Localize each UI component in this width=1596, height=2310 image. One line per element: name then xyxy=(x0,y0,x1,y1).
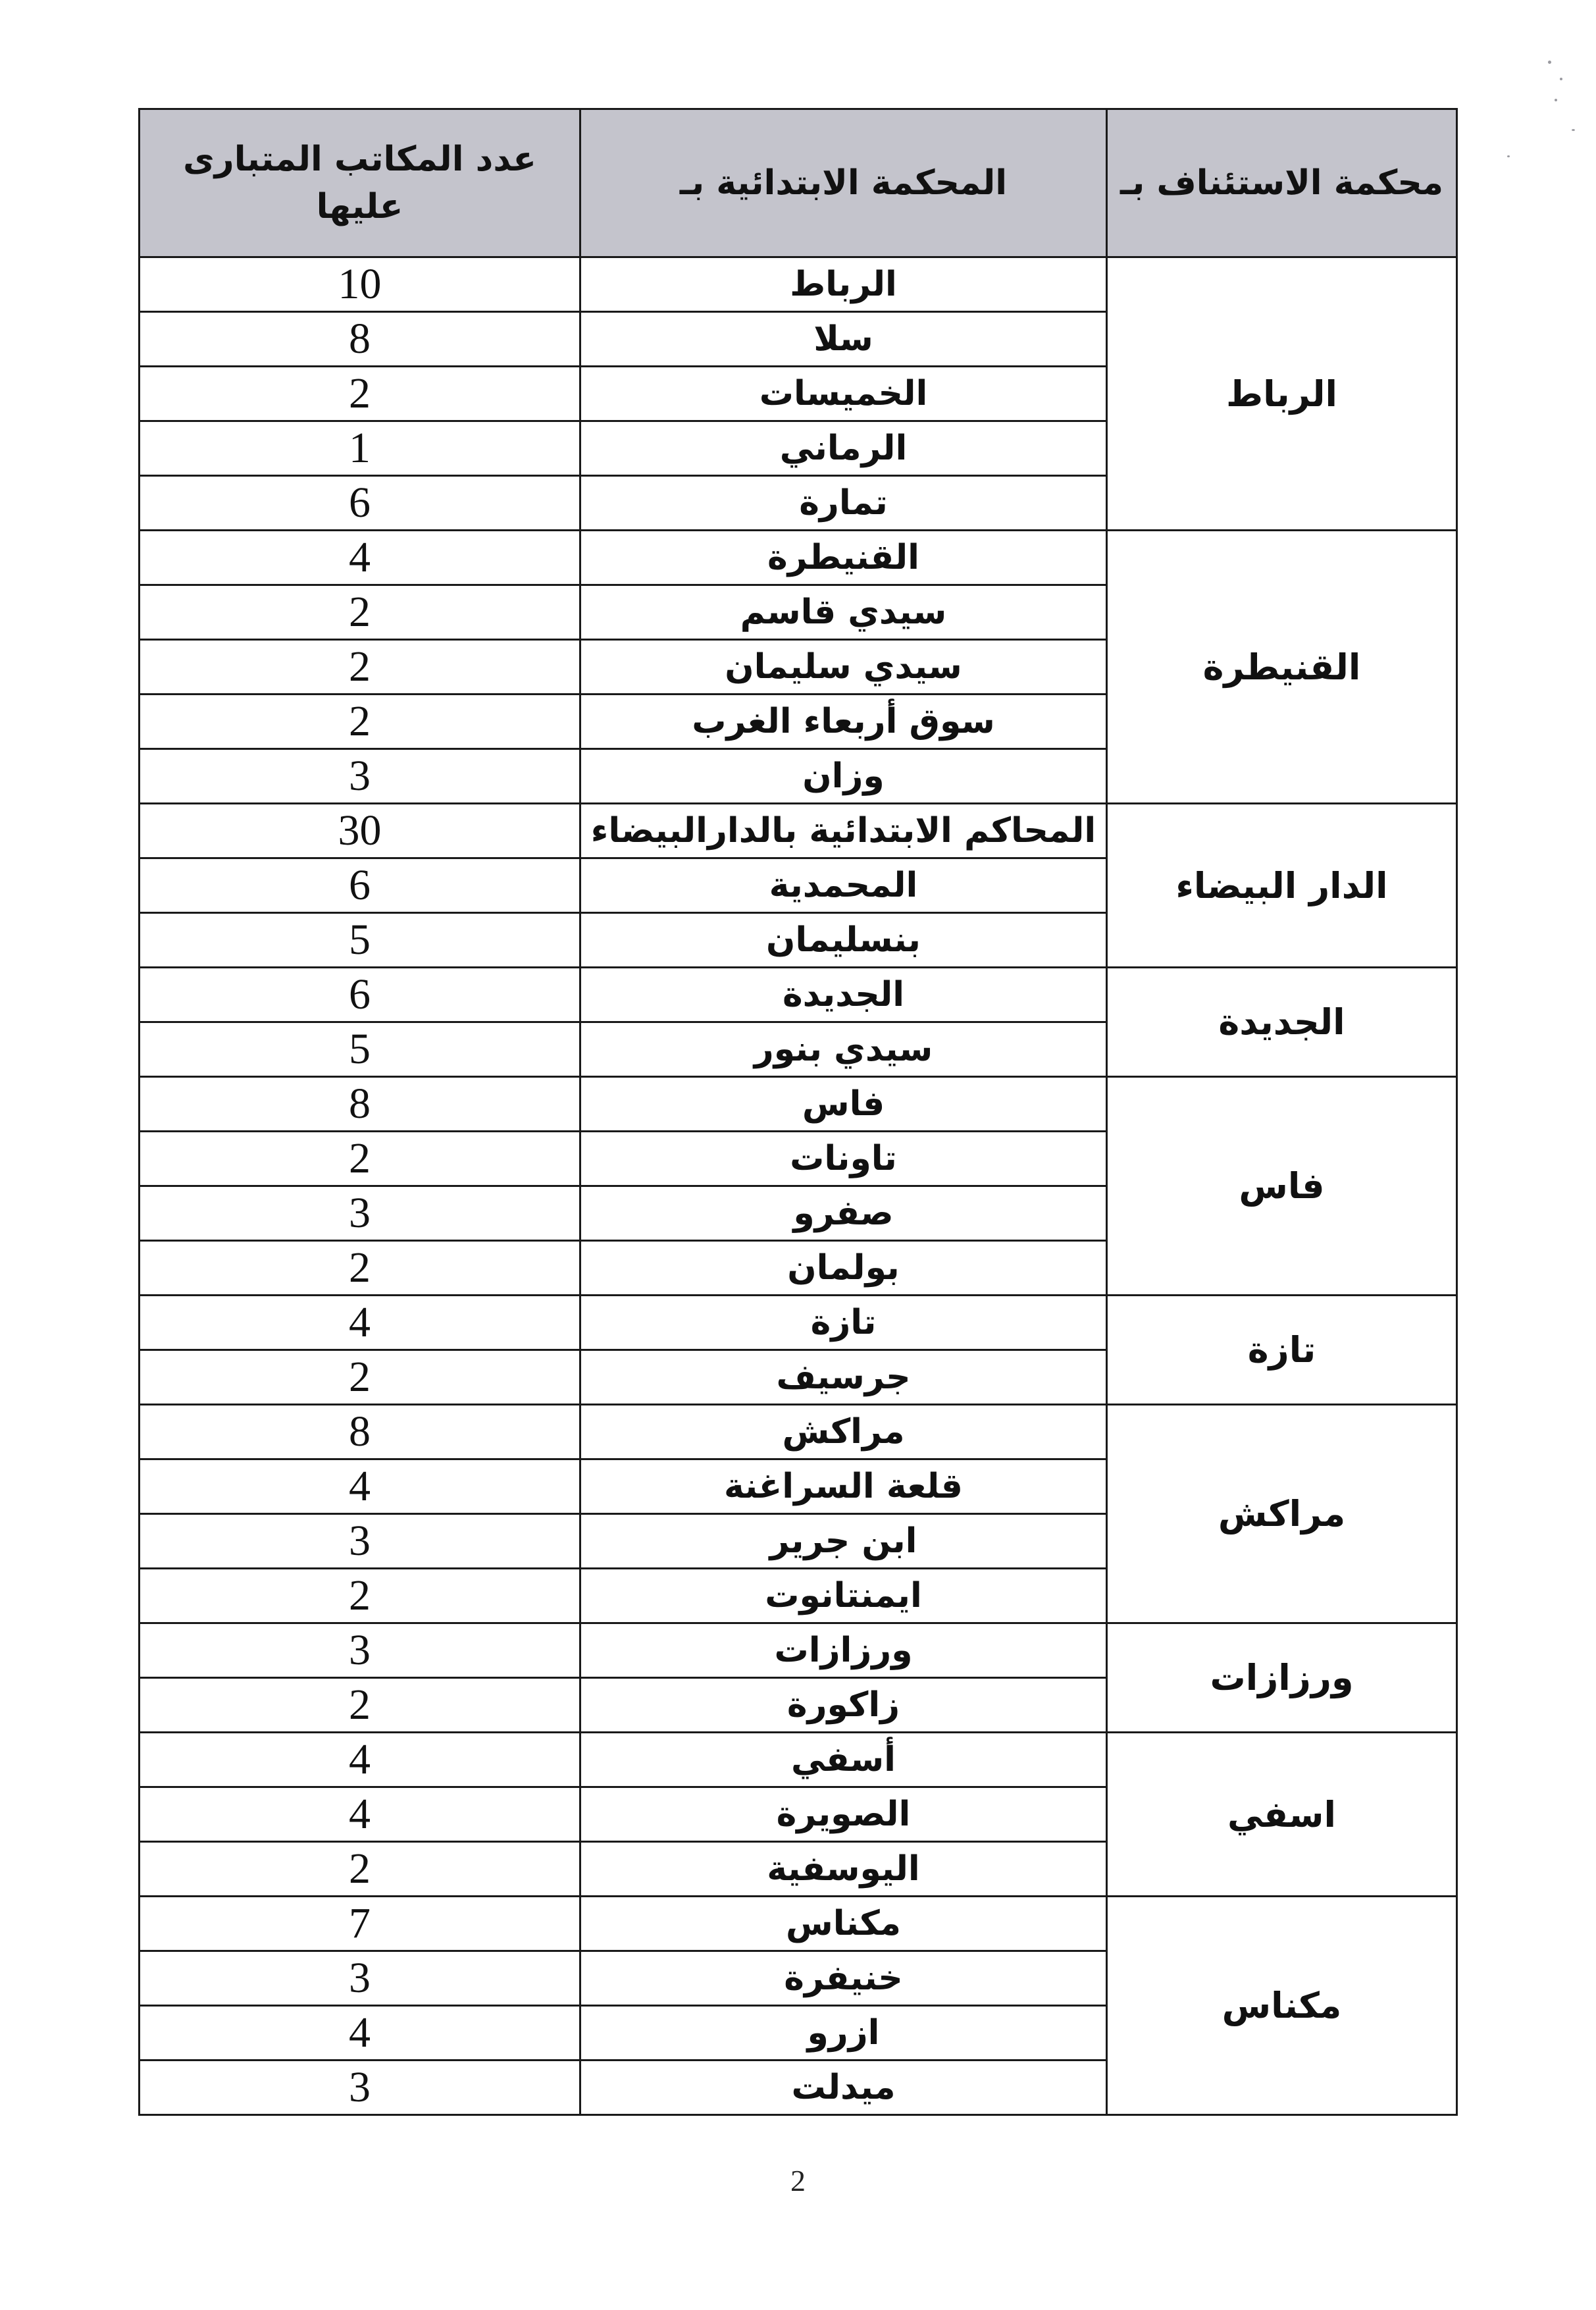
first-instance-court-cell: جرسيف xyxy=(580,1350,1107,1405)
courts-table xyxy=(138,108,1458,2116)
first-instance-court-cell: ميدلت xyxy=(580,2061,1107,2115)
scan-speck xyxy=(1560,78,1562,80)
first-instance-court-cell: الصويرة xyxy=(580,1787,1107,1842)
office-count-cell: 6 xyxy=(140,858,580,913)
first-instance-court-cell: سلا xyxy=(580,312,1107,367)
appeal-court-cell: القنيطرة xyxy=(1107,531,1457,804)
first-instance-court-cell: تازة xyxy=(580,1296,1107,1350)
first-instance-court-cell: مراكش xyxy=(580,1405,1107,1459)
office-count-cell: 6 xyxy=(140,968,580,1022)
first-instance-court-cell: المحاكم الابتدائية بالدارالبيضاء xyxy=(580,804,1107,858)
first-instance-court-cell: الرماني xyxy=(580,421,1107,476)
office-count-cell: 2 xyxy=(140,1569,580,1623)
appeal-court-cell: مراكش xyxy=(1107,1405,1457,1623)
appeal-court-cell: ورزازات xyxy=(1107,1623,1457,1733)
office-count-cell: 3 xyxy=(140,2061,580,2115)
first-instance-court-cell: صفرو xyxy=(580,1186,1107,1241)
first-instance-court-cell: فاس xyxy=(580,1077,1107,1132)
office-count-cell: 2 xyxy=(140,1241,580,1296)
office-count-cell: 2 xyxy=(140,695,580,749)
table-row xyxy=(140,1296,1457,1350)
first-instance-court-cell: سيدي بنور xyxy=(580,1022,1107,1077)
office-count-cell: 4 xyxy=(140,1733,580,1787)
first-instance-court-cell: بولمان xyxy=(580,1241,1107,1296)
office-count-cell: 4 xyxy=(140,1296,580,1350)
office-count-cell: 1 xyxy=(140,421,580,476)
first-instance-court-cell: ورزازات xyxy=(580,1623,1107,1678)
office-count-cell: 7 xyxy=(140,1897,580,1951)
office-count-cell: 10 xyxy=(140,257,580,312)
office-count-cell: 4 xyxy=(140,2006,580,2061)
office-count-cell: 8 xyxy=(140,1405,580,1459)
header-first-instance-court: المحكمة الابتدائية بـ xyxy=(580,109,1107,257)
scan-speck xyxy=(1507,155,1510,157)
first-instance-court-cell: زاكورة xyxy=(580,1678,1107,1733)
appeal-court-cell: تازة xyxy=(1107,1296,1457,1405)
table-body xyxy=(140,257,1457,2115)
page-number: 2 xyxy=(790,2164,806,2197)
table-row xyxy=(140,257,1457,312)
first-instance-court-cell: الخميسات xyxy=(580,367,1107,421)
first-instance-court-cell: القنيطرة xyxy=(580,531,1107,585)
office-count-cell: 8 xyxy=(140,1077,580,1132)
office-count-cell: 5 xyxy=(140,1022,580,1077)
appeal-court-cell: الرباط xyxy=(1107,257,1457,531)
table-row xyxy=(140,1623,1457,1678)
table-row xyxy=(140,1405,1457,1459)
office-count-cell: 2 xyxy=(140,585,580,640)
office-count-cell: 2 xyxy=(140,367,580,421)
header-appeal-court: محكمة الاستئناف بـ xyxy=(1107,109,1457,257)
appeal-court-cell: الدار البيضاء xyxy=(1107,804,1457,968)
first-instance-court-cell: أسفي xyxy=(580,1733,1107,1787)
appeal-court-cell: الجديدة xyxy=(1107,968,1457,1077)
office-count-cell: 3 xyxy=(140,1951,580,2006)
office-count-cell: 4 xyxy=(140,531,580,585)
first-instance-court-cell: المحمدية xyxy=(580,858,1107,913)
office-count-cell: 6 xyxy=(140,476,580,531)
first-instance-court-cell: سيدي قاسم xyxy=(580,585,1107,640)
first-instance-court-cell: الرباط xyxy=(580,257,1107,312)
office-count-cell: 4 xyxy=(140,1459,580,1514)
office-count-cell: 30 xyxy=(140,804,580,858)
first-instance-court-cell: الجديدة xyxy=(580,968,1107,1022)
appeal-court-cell: مكناس xyxy=(1107,1897,1457,2115)
table-row xyxy=(140,531,1457,585)
office-count-cell: 2 xyxy=(140,1842,580,1897)
first-instance-court-cell: ايمنتانوت xyxy=(580,1569,1107,1623)
appeal-court-cell: اسفي xyxy=(1107,1733,1457,1897)
first-instance-court-cell: سيدي سليمان xyxy=(580,640,1107,695)
office-count-cell: 2 xyxy=(140,1678,580,1733)
office-count-cell: 8 xyxy=(140,312,580,367)
table-row xyxy=(140,1077,1457,1132)
table-row xyxy=(140,968,1457,1022)
office-count-cell: 2 xyxy=(140,640,580,695)
first-instance-court-cell: ابن جرير xyxy=(580,1514,1107,1569)
first-instance-court-cell: وزان xyxy=(580,749,1107,804)
table-row xyxy=(140,1733,1457,1787)
office-count-cell: 3 xyxy=(140,1514,580,1569)
scan-speck xyxy=(1548,61,1551,64)
first-instance-court-cell: بنسليمان xyxy=(580,913,1107,968)
office-count-cell: 5 xyxy=(140,913,580,968)
scan-speck xyxy=(1555,99,1557,101)
table-row xyxy=(140,804,1457,858)
office-count-cell: 2 xyxy=(140,1132,580,1186)
office-count-cell: 3 xyxy=(140,749,580,804)
first-instance-court-cell: مكناس xyxy=(580,1897,1107,1951)
office-count-cell: 3 xyxy=(140,1186,580,1241)
scan-speck xyxy=(1572,129,1575,131)
office-count-cell: 4 xyxy=(140,1787,580,1842)
office-count-cell: 3 xyxy=(140,1623,580,1678)
first-instance-court-cell: سوق أربعاء الغرب xyxy=(580,695,1107,749)
first-instance-court-cell: خنيفرة xyxy=(580,1951,1107,2006)
first-instance-court-cell: تمارة xyxy=(580,476,1107,531)
header-offices-count: عدد المكاتب المتبارى عليها xyxy=(140,109,580,257)
table-row xyxy=(140,1897,1457,1951)
first-instance-court-cell: قلعة السراغنة xyxy=(580,1459,1107,1514)
first-instance-court-cell: تاونات xyxy=(580,1132,1107,1186)
appeal-court-cell: فاس xyxy=(1107,1077,1457,1296)
table-header-row xyxy=(140,109,1457,257)
first-instance-court-cell: اليوسفية xyxy=(580,1842,1107,1897)
first-instance-court-cell: ازرو xyxy=(580,2006,1107,2061)
office-count-cell: 2 xyxy=(140,1350,580,1405)
